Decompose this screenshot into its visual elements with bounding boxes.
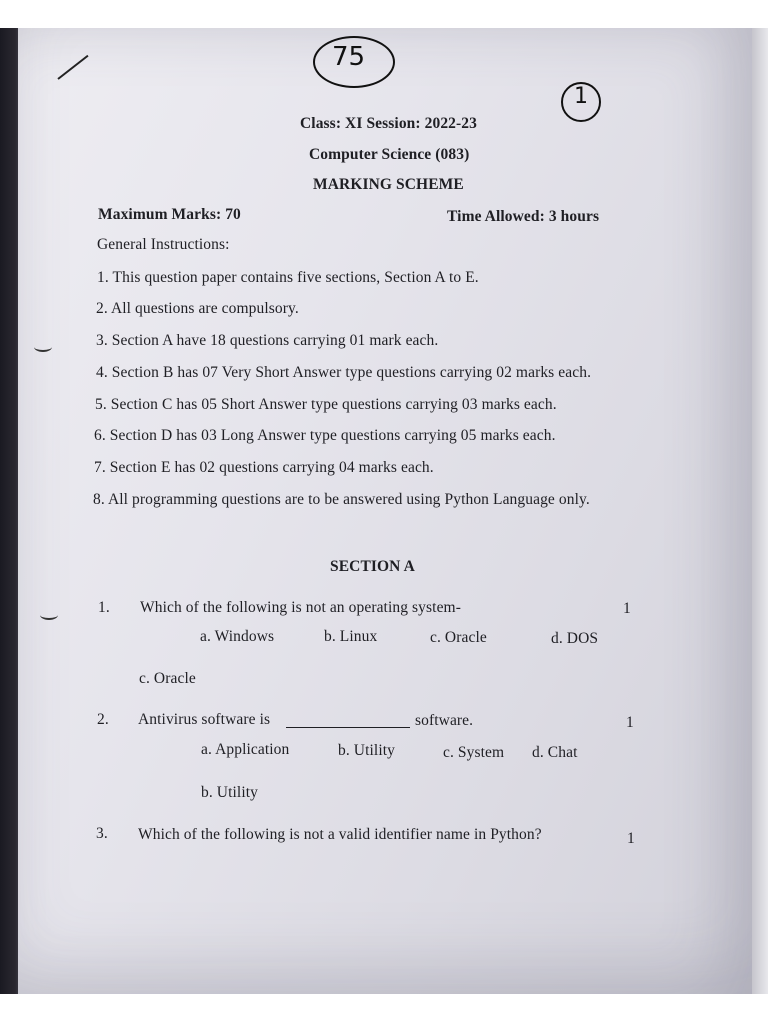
option: d. Chat <box>532 744 578 761</box>
handwritten-score: 75 <box>332 42 366 72</box>
instruction-item: 4. Section B has 07 Very Short Answer type questions carrying 02 marks each. <box>96 364 592 381</box>
instruction-item: 6. Section D has 03 Long Answer type questions carrying 05 marks each. <box>94 427 556 444</box>
doc-title: MARKING SCHEME <box>313 176 464 193</box>
handwritten-page-number: 1 <box>574 84 588 109</box>
question-marks: 1 <box>627 830 635 847</box>
question-text-after: software. <box>415 712 474 729</box>
option: a. Windows <box>200 628 275 645</box>
option: c. System <box>443 744 505 761</box>
question-marks: 1 <box>626 714 634 731</box>
question-number: 3. <box>96 825 108 842</box>
instruction-item: 8. All programming questions are to be answered using Python Language only. <box>93 491 590 508</box>
fill-in-blank-line <box>286 711 410 728</box>
instruction-item: 2. All questions are compulsory. <box>96 300 299 317</box>
section-heading: SECTION A <box>330 558 415 575</box>
instructions-heading: General Instructions: <box>97 236 230 253</box>
question-text: Which of the following is not a valid identifier name in Python? <box>138 826 542 843</box>
class-session: Class: XI Session: 2022-23 <box>300 115 477 132</box>
instruction-item: 5. Section C has 05 Short Answer type questions carrying 03 marks each. <box>95 396 557 413</box>
option: d. DOS <box>551 630 599 647</box>
question-text: Which of the following is not an operating system- <box>140 599 461 616</box>
time-allowed: Time Allowed: 3 hours <box>447 208 600 225</box>
instruction-item: 1. This question paper contains five sections, Section A to E. <box>97 269 479 286</box>
option: b. Utility <box>338 742 395 759</box>
exam-paper-sheet <box>18 28 752 994</box>
question-number: 1. <box>98 599 110 616</box>
instruction-item: 7. Section E has 02 questions carrying 04 marks each. <box>94 459 434 476</box>
subject-title: Computer Science (083) <box>309 146 470 163</box>
option: a. Application <box>201 741 290 758</box>
max-marks: Maximum Marks: 70 <box>98 206 241 223</box>
pen-mark-left-2 <box>40 610 58 620</box>
question-marks: 1 <box>623 600 631 617</box>
option: b. Linux <box>324 628 378 645</box>
question-number: 2. <box>97 711 109 728</box>
instruction-item: 3. Section A have 18 questions carrying 01 mark each. <box>96 332 439 349</box>
pen-mark-left-1 <box>34 342 52 352</box>
question-text-before: Antivirus software is <box>138 711 271 728</box>
option: c. Oracle <box>430 629 487 646</box>
answer: b. Utility <box>201 784 258 801</box>
bottom-margin <box>0 994 768 1024</box>
answer: c. Oracle <box>139 670 196 687</box>
